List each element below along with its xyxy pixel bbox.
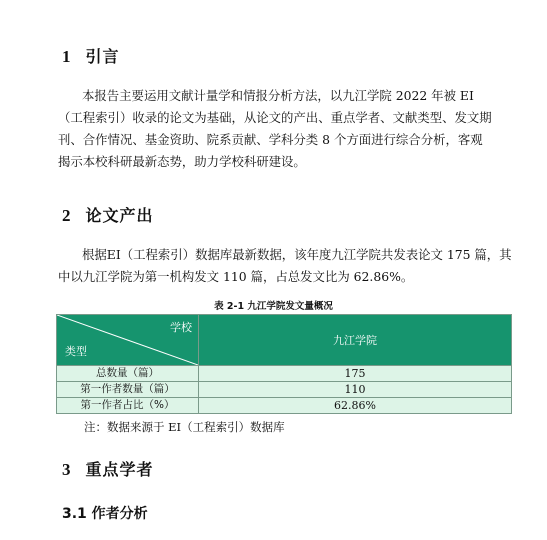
intro-line-3: 刊、合作情况、基金资助、院系贡献、学科分类 8 个方面进行综合分析，客观 [58,132,483,147]
corner-top-label: 学校 [170,321,192,334]
table-header-row [57,315,512,366]
section-number: 3 [62,460,72,479]
row-value: 62.86% [199,398,512,414]
intro-line-4: 揭示本校科研最新态势，助力学校科研建设。 [58,154,306,169]
section-title: 重点学者 [85,460,154,479]
output-line-1: 根据EI（工程索引）数据库最新数据，该年度九江学院共发表论文 175 篇，其 [82,247,512,262]
section-title: 引言 [85,47,120,66]
table-row [57,382,512,398]
section-title: 论文产出 [85,206,154,225]
section-3-heading [62,457,154,480]
row-label: 第一作者占比（%） [57,398,199,414]
section-2-heading [62,203,154,226]
table-note: 注：数据来源于 EI（工程索引）数据库 [84,420,285,434]
table-row [57,366,512,382]
row-value: 175 [199,366,512,382]
row-label: 第一作者数量（篇） [57,382,199,398]
output-line-2: 中以九江学院为第一机构发文 110 篇，占总发文比为 62.86%。 [58,269,414,284]
publication-table [56,314,512,414]
corner-cell [57,315,199,366]
corner-bottom-label: 类型 [65,345,87,358]
intro-line-2: （工程索引）收录的论文为基础，从论文的产出、重点学者、文献类型、发文期 [58,110,492,125]
table-caption: 表 2-1 九江学院发文量概况 [214,301,333,312]
table-row [57,398,512,414]
column-header: 九江学院 [199,315,512,366]
section-number: 2 [62,206,72,225]
section-1-heading [62,44,120,67]
subsection-3-1-heading: 3.1 作者分析 [62,506,148,522]
section-number: 1 [62,47,72,66]
intro-line-1: 本报告主要运用文献计量学和情报分析方法，以九江学院 2022 年被 EI [82,88,474,103]
row-label: 总数量（篇） [57,366,199,382]
row-value: 110 [199,382,512,398]
